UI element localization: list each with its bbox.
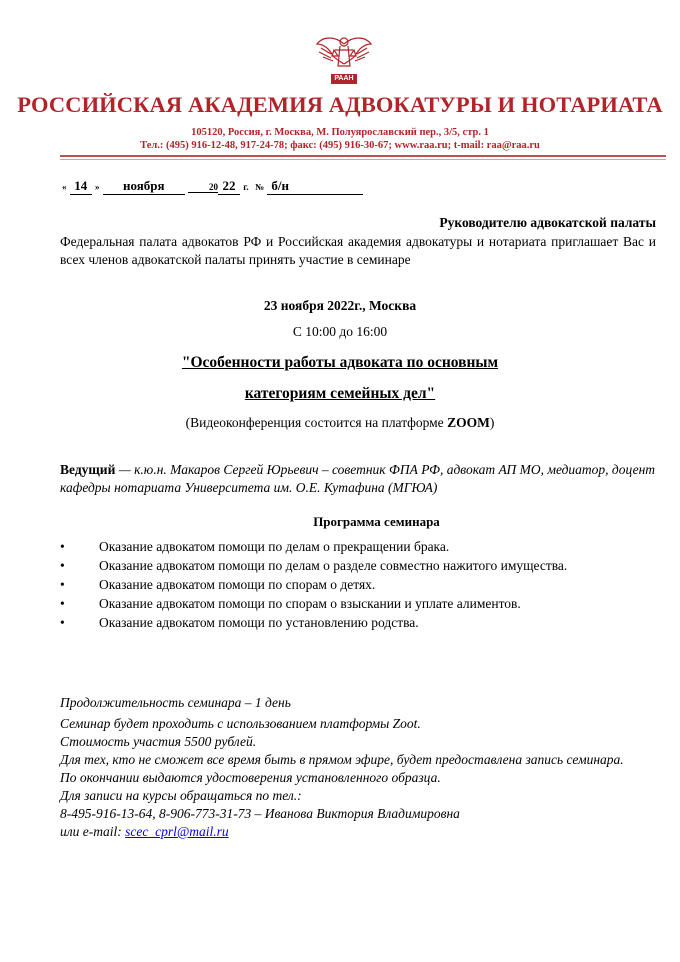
platform-note-suffix: ) [489, 415, 495, 430]
program-item-text: Оказание адвокатом помощи по спорам о взыскании и уплате алиментов. [99, 596, 521, 611]
seminar-duration: Продолжительность семинара – 1 день [60, 695, 291, 710]
program-title: Программа семинара [313, 514, 440, 529]
list-item [60, 557, 640, 575]
presenter-label: Ведущий [60, 462, 116, 477]
emblem-text: РААН [334, 75, 354, 82]
letter-number: б/н [267, 178, 363, 195]
bullet-icon: • [60, 558, 65, 573]
date-year-suffix: г. [243, 182, 249, 192]
detail-line: 8-495-916-13-64, 8-906-773-31-73 – Иванова Виктория Владимировна [60, 806, 460, 821]
program-item-text: Оказание адвокатом помощи по делам о разделе совместно нажитого имущества. [99, 558, 568, 573]
seminar-date-place: 23 ноября 2022г., Москва [263, 298, 417, 313]
list-item [60, 538, 640, 556]
seminar-details [60, 715, 660, 841]
bullet-icon: • [60, 577, 65, 592]
platform-note [0, 415, 680, 431]
program-list [60, 538, 640, 633]
contacts-line: Тел.: (495) 916-12-48, 917-24-78; факс: (495) 916-30-67; www.raa.ru; t-mail: raa@raa.ru [140, 140, 540, 151]
detail-line: Стоимость участия 5500 рублей. [60, 734, 257, 749]
header-divider-gray [60, 159, 666, 160]
seminar-time: С 10:00 до 16:00 [292, 324, 388, 339]
bullet-icon: • [60, 539, 65, 554]
date-century: 20 [188, 182, 218, 193]
detail-line: Для тех, кто не сможет все время быть в прямом эфире, будет предоставлена запись семинара. [60, 752, 624, 767]
date-open-quote: « [62, 182, 67, 192]
detail-line: По окончании выдаются удостоверения установленного образца. [60, 770, 441, 785]
list-item [60, 595, 640, 613]
email-prefix: или e-mail: [60, 824, 126, 839]
email-link[interactable]: scec_cprl@mail.ru [125, 824, 229, 839]
platform-note-prefix: (Видеоконференция состоится на платформе [185, 415, 448, 430]
seminar-title-line1: "Особенности работы адвоката по основным [181, 354, 499, 371]
header-divider-red [60, 155, 666, 157]
list-item [60, 614, 640, 632]
program-item-text: Оказание адвокатом помощи по установлению родства. [99, 615, 419, 630]
academy-emblem-icon [313, 30, 375, 92]
email-line [60, 823, 660, 841]
organization-name: РОССИЙСКАЯ АКАДЕМИЯ АДВОКАТУРЫ И НОТАРИАТА [17, 92, 663, 117]
date-year: 22 [218, 178, 240, 195]
bullet-icon: • [60, 596, 65, 611]
platform-name: ZOOM [447, 415, 490, 430]
number-label: № [255, 182, 265, 192]
program-item-text: Оказание адвокатом помощи по делам о прекращении брака. [99, 539, 450, 554]
list-item [60, 576, 640, 594]
presenter-info [60, 461, 660, 497]
detail-line: Семинар будет проходить с использованием платформы Zoot. [60, 716, 421, 731]
address-line: 105120, Россия, г. Москва, М. Полуярославский пер., 3/5, стр. 1 [191, 127, 489, 138]
detail-line: Для записи на курсы обращаться по тел.: [60, 788, 302, 803]
date-close-quote: » [95, 182, 100, 192]
date-month: ноября [103, 178, 185, 195]
program-item-text: Оказание адвокатом помощи по спорам о детях. [99, 577, 376, 592]
letter-date-line [62, 178, 363, 195]
date-day: 14 [70, 178, 92, 195]
presenter-text: — к.ю.н. Макаров Сергей Юрьевич – советник ФПА РФ, адвокат АП МО, медиатор, доцент кафедры нотариата Университета им. О.Е. Кутафина (МГЮА) [60, 462, 656, 495]
bullet-icon: • [60, 615, 65, 630]
recipient: Руководителю адвокатской палаты [439, 215, 656, 230]
intro-paragraph: Федеральная палата адвокатов РФ и Российская академия адвокатуры и нотариата приглашает Вас и всех членов адвокатской палаты принять участие в семинаре [60, 234, 656, 267]
seminar-title-line2: категориям семейных дел" [244, 385, 436, 402]
